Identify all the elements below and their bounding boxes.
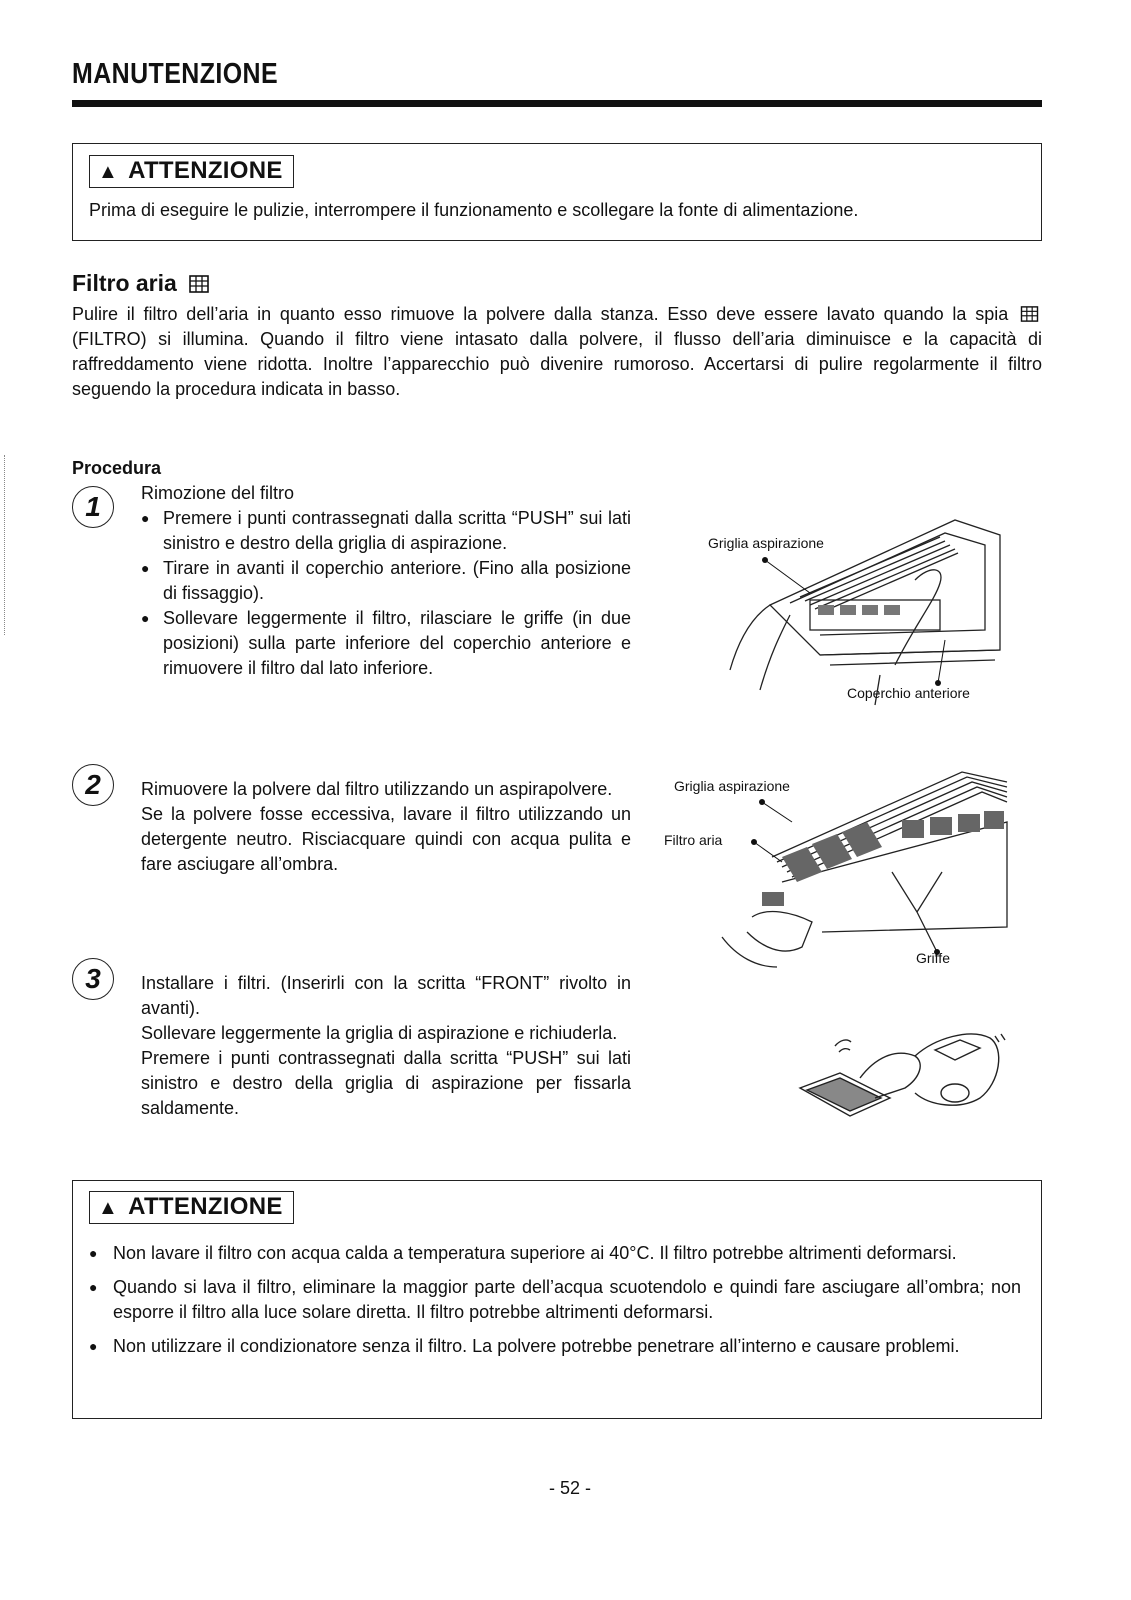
title-rule	[72, 100, 1042, 107]
warning-heading-label: ATTENZIONE	[128, 1193, 283, 1220]
label-intake-grille: Griglia aspirazione	[708, 535, 824, 551]
step-number-3: 3	[72, 958, 114, 1000]
page-title: MANUTENZIONE	[72, 58, 279, 90]
label-front-cover: Coperchio anteriore	[847, 685, 970, 701]
list-item: ● Quando si lava il filtro, eliminare la maggior parte dell’acqua scuotendolo e quindi fare asciugare all’ombra; non esporre il filtro alla luce solare diretta. Il filtro potrebbe altrimenti deformarsi.	[89, 1275, 1021, 1325]
warning-bullets	[89, 1241, 1021, 1368]
filter-intro-paragraph	[72, 302, 1042, 402]
step-1-text	[141, 481, 631, 681]
step-3-text	[141, 971, 631, 1121]
warning-triangle-icon: ▲	[98, 1197, 119, 1219]
warning-heading	[89, 1191, 294, 1224]
step-3-line: Premere i punti contrassegnati dalla scritta “PUSH” sui lati sinistro e destro della griglia di aspirazione per fissarla saldamente.	[141, 1048, 631, 1118]
list-item: ● Tirare in avanti il coperchio anteriore. (Fino alla posizione di fissaggio).	[141, 556, 631, 606]
filter-grid-icon	[189, 275, 209, 293]
step-2-text	[141, 777, 631, 877]
step-3-line: Installare i filtri. (Inserirli con la scritta “FRONT” rivolto in avanti).	[141, 973, 631, 1018]
step-number-2: 2	[72, 764, 114, 806]
warning-text: Prima di eseguire le pulizie, interrompere il funzionamento e scollegare la fonte di alimentazione.	[89, 200, 859, 220]
list-item: ● Premere i punti contrassegnati dalla scritta “PUSH” sui lati sinistro e destro della griglia di aspirazione.	[141, 506, 631, 556]
warning-heading	[89, 155, 294, 188]
step-1-heading: Rimozione del filtro	[141, 483, 295, 503]
vacuum-illustration	[795, 1018, 1020, 1128]
warning-heading-label: ATTENZIONE	[128, 157, 283, 184]
step-2-line: Se la polvere fosse eccessiva, lavare il filtro utilizzando un detergente neutro. Risciacquare quindi con acqua pulita e fare asciugare all’ombra.	[141, 804, 631, 874]
page-number: - 52 -	[548, 1478, 591, 1498]
figure-filter-detail	[662, 762, 1032, 972]
step-2-line: Rimuovere la polvere dal filtro utilizzando un aspirapolvere.	[141, 779, 613, 799]
scan-margin-mark	[4, 455, 6, 635]
procedure-title: Procedura	[72, 458, 162, 478]
list-item: ● Non lavare il filtro con acqua calda a temperatura superiore ai 40°C. Il filtro potrebbe altrimenti deformarsi.	[89, 1241, 1021, 1266]
figure-filter-removal	[700, 505, 1030, 710]
label-air-filter: Filtro aria	[664, 832, 723, 848]
section-title-label: Filtro aria	[72, 270, 177, 296]
label-intake-grille: Griglia aspirazione	[674, 778, 790, 794]
step-number-1: 1	[72, 486, 114, 528]
label-claws: Griffe	[916, 950, 950, 966]
section-title-filter	[72, 270, 209, 297]
list-item: ● Sollevare leggermente il filtro, rilasciare le griffe (in due posizioni) sulla parte inferiore del coperchio anteriore e rimuovere il filtro dal lato inferiore.	[141, 606, 631, 681]
filter-grid-icon	[1020, 306, 1039, 322]
warning-triangle-icon: ▲	[98, 161, 119, 183]
warning-box-bottom	[72, 1180, 1042, 1419]
intro-text-2: (FILTRO) si illumina. Quando il filtro viene intasato dalla polvere, il flusso dell’aria diminuisce e la capacità di raffreddamento viene ridotta. Inoltre l’apparecchio può divenire rumoroso. Accertarsi di pulire regolarmente il filtro seguendo la procedura indicata in basso.	[72, 329, 1042, 399]
list-item: ● Non utilizzare il condizionatore senza il filtro. La polvere potrebbe penetrare all’interno e causare problemi.	[89, 1334, 1021, 1359]
step-3-line: Sollevare leggermente la griglia di aspirazione e richiuderla.	[141, 1023, 618, 1043]
step-1-bullets	[141, 506, 631, 681]
warning-box-top	[72, 143, 1042, 241]
vacuum-cleaner-icon	[795, 1018, 1020, 1128]
intro-text-1: Pulire il filtro dell’aria in quanto esso rimuove la polvere dalla stanza. Esso deve essere lavato quando la spia	[72, 304, 1009, 324]
